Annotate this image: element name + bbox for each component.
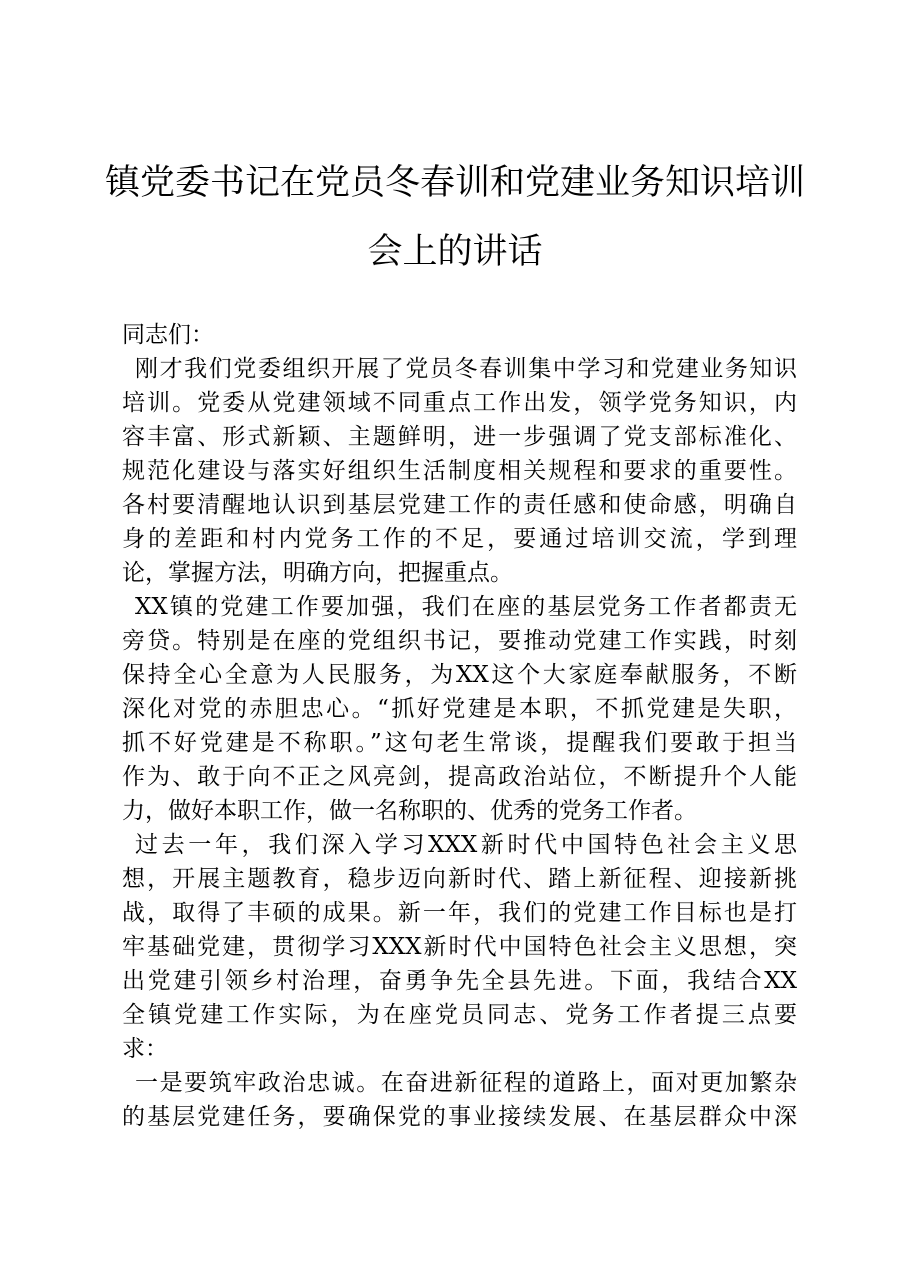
paragraph-line: 求：: [122, 1036, 168, 1062]
salutation: 同志们：: [122, 322, 214, 348]
paragraph-line: 战，取得了丰硕的成果。新一年，我们的党建工作目标也是打: [122, 900, 797, 926]
paragraph-line: 想，开展主题教育，稳步迈向新时代、踏上新征程、迎接新挑: [122, 866, 797, 892]
paragraph-line: 出党建引领乡村治理，奋勇争先全县先进。下面，我结合XX: [122, 968, 797, 994]
document-title-line-2: 会上的讲话: [367, 232, 543, 272]
paragraph-line: 论，掌握方法，明确方向，把握重点。: [122, 560, 513, 586]
paragraph-line: 培训。党委从党建领域不同重点工作出发，领学党务知识，内: [122, 390, 797, 416]
paragraph-line: 保持全心全意为人民服务，为XX这个大家庭奉献服务，不断: [122, 662, 797, 688]
paragraph-line: 容丰富、形式新颖、主题鲜明，进一步强调了党支部标准化、: [122, 424, 797, 450]
paragraph-line: 作为、敢于向不正之风亮剑，提高政治站位，不断提升个人能: [122, 764, 797, 790]
paragraph-line: 力，做好本职工作，做一名称职的、优秀的党务工作者。: [122, 798, 697, 824]
paragraph-line: 深化对党的赤胆忠心。“抓好党建是本职，不抓党建是失职，: [122, 696, 797, 722]
paragraph-line: 牢基础党建，贯彻学习XXX新时代中国特色社会主义思想，突: [122, 934, 797, 960]
paragraph-line: 一是要筑牢政治忠诚。在奋进新征程的道路上，面对更加繁杂: [135, 1070, 797, 1096]
paragraph-line: 身的差距和村内党务工作的不足，要通过培训交流，学到理: [122, 526, 797, 552]
paragraph-line: 刚才我们党委组织开展了党员冬春训集中学习和党建业务知识: [135, 356, 797, 382]
paragraph-line: 规范化建设与落实好组织生活制度相关规程和要求的重要性。: [122, 458, 797, 484]
paragraph-line: 全镇党建工作实际，为在座党员同志、党务工作者提三点要: [122, 1002, 797, 1028]
paragraph-line: 的基层党建任务，要确保党的事业接续发展、在基层群众中深: [122, 1104, 797, 1130]
paragraph-line: 抓不好党建是不称职。”这句老生常谈，提醒我们要敢于担当: [122, 730, 797, 756]
paragraph-line: 过去一年，我们深入学习XXX新时代中国特色社会主义思: [135, 832, 797, 858]
paragraph-line: 旁贷。特别是在座的党组织书记，要推动党建工作实践，时刻: [122, 628, 797, 654]
paragraph-line: 各村要清醒地认识到基层党建工作的责任感和使命感，明确自: [122, 492, 797, 518]
paragraph-line: XX镇的党建工作要加强，我们在座的基层党务工作者都责无: [135, 594, 797, 620]
document-title-line-1: 镇党委书记在党员冬春训和党建业务知识培训: [104, 163, 805, 203]
